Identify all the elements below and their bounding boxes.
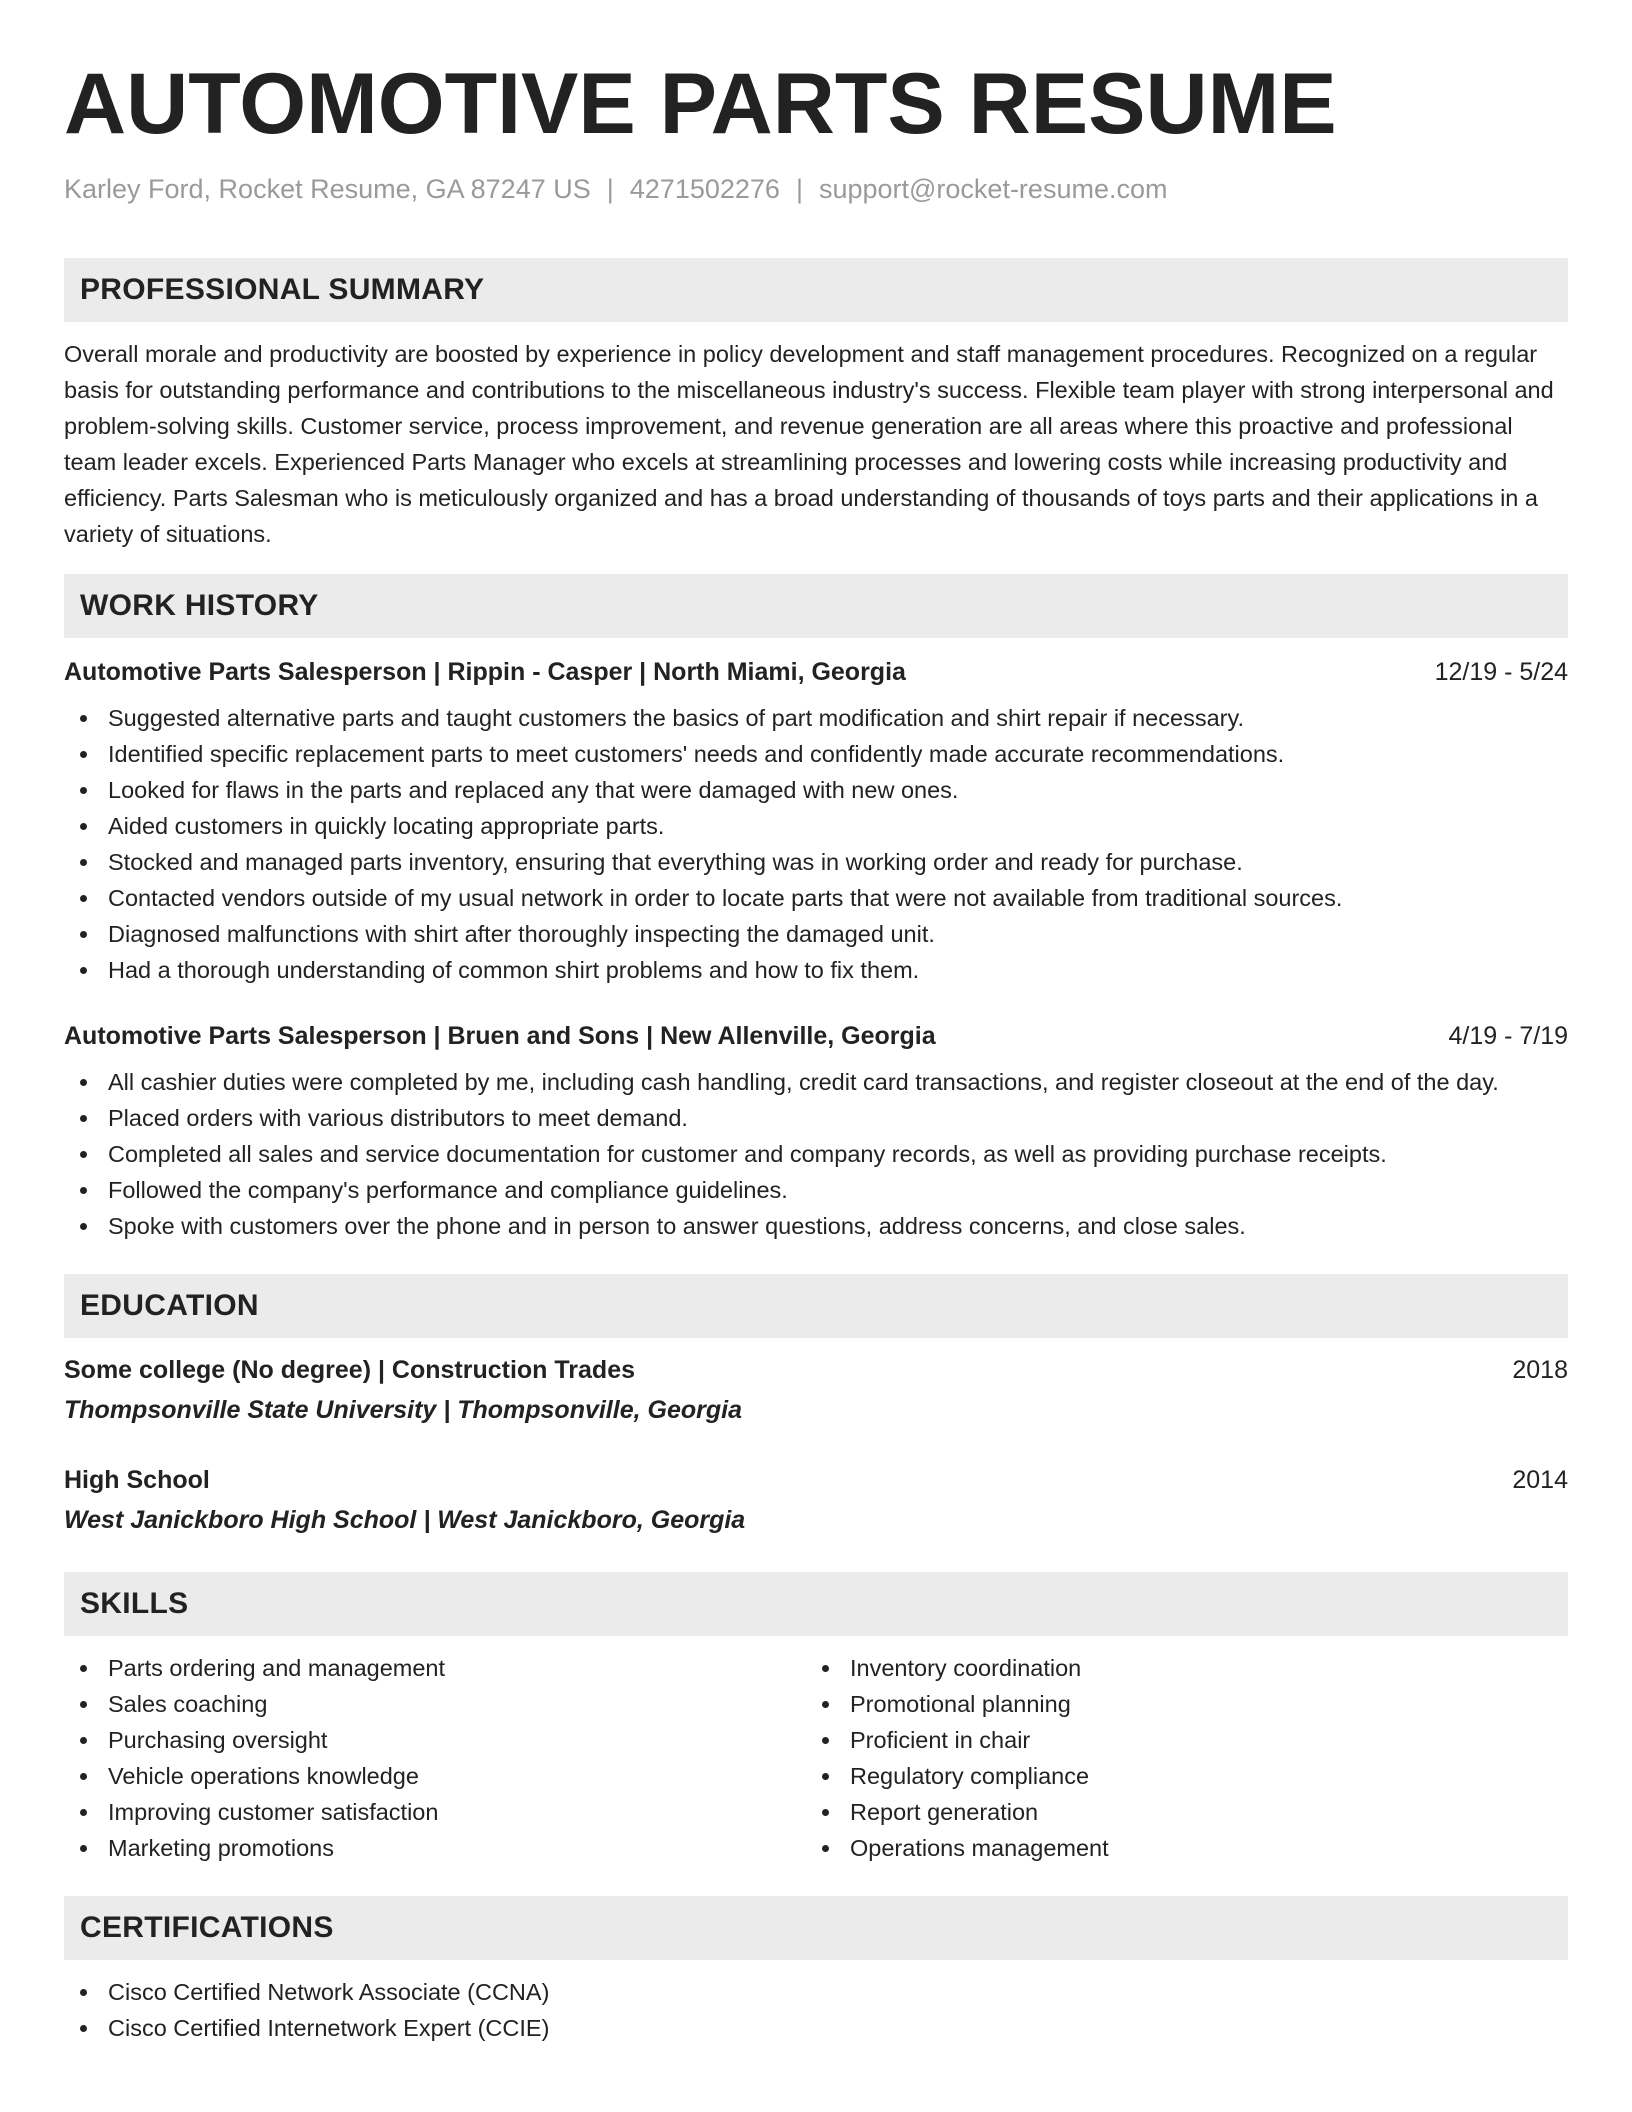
education-year: 2014: [1512, 1466, 1568, 1494]
skills-list-right: [806, 1650, 1548, 1866]
job-bullet: Placed orders with various distributors to meet demand.: [64, 1100, 1568, 1136]
contact-address: Karley Ford, Rocket Resume, GA 87247 US: [64, 174, 591, 204]
job-bullet: Had a thorough understanding of common shirt problems and how to fix them.: [64, 952, 1568, 988]
job-bullet: All cashier duties were completed by me, including cash handling, credit card transactions, and register closeout at the end of the day.: [64, 1064, 1568, 1100]
section-header-education: EDUCATION: [64, 1274, 1568, 1338]
section-header-work-history: WORK HISTORY: [64, 574, 1568, 638]
job-bullet: Looked for flaws in the parts and replaced any that were damaged with new ones.: [64, 772, 1568, 808]
job-dates: 12/19 - 5/24: [1434, 658, 1568, 686]
summary-text: Overall morale and productivity are boosted by experience in policy development and staff management procedures. Recognized on a regular basis for outstanding performance and contributions to the miscellaneous industry's success. Flexible team player with strong interpersonal and problem-solving skills. Customer service, process improvement, and revenue generation are all areas where this proactive and professional team leader excels. Experienced Parts Manager who excels at streamlining processes and lowering costs while increasing productivity and efficiency. Parts Salesman who is meticulously organized and has a broad understanding of thousands of toys parts and their applications in a variety of situations.: [64, 341, 1554, 547]
education-entry: [64, 1352, 1568, 1428]
skill-item: Inventory coordination: [806, 1650, 1548, 1686]
job-bullet: Diagnosed malfunctions with shirt after thoroughly inspecting the damaged unit.: [64, 916, 1568, 952]
job-bullet: Completed all sales and service documentation for customer and company records, as well as providing purchase receipts.: [64, 1136, 1568, 1172]
certifications-list: [64, 1974, 1568, 2046]
resume-page: [64, 56, 1568, 2046]
skill-item: Vehicle operations knowledge: [64, 1758, 806, 1794]
skill-item: Proficient in chair: [806, 1722, 1548, 1758]
skill-item: Operations management: [806, 1830, 1548, 1866]
resume-title: AUTOMOTIVE PARTS RESUME: [64, 56, 1337, 152]
certification-item: Cisco Certified Internetwork Expert (CCIE): [64, 2010, 1568, 2046]
contact-phone: 4271502276: [629, 174, 780, 204]
job-title: Automotive Parts Salesperson | Rippin - Casper | North Miami, Georgia: [64, 658, 906, 686]
contact-line: [64, 172, 1568, 206]
skill-item: Parts ordering and management: [64, 1650, 806, 1686]
job-dates: 4/19 - 7/19: [1448, 1022, 1568, 1050]
skill-item: Purchasing oversight: [64, 1722, 806, 1758]
contact-email: support@rocket-resume.com: [818, 174, 1168, 204]
job-title: Automotive Parts Salesperson | Bruen and Sons | New Allenville, Georgia: [64, 1022, 936, 1050]
job-bullet: Aided customers in quickly locating appropriate parts.: [64, 808, 1568, 844]
education-school: Thompsonville State University | Thompsonville, Georgia: [64, 1396, 742, 1424]
job-entry: [64, 654, 1568, 988]
skills-list-left: [64, 1650, 806, 1866]
job-bullet: Spoke with customers over the phone and in person to answer questions, address concerns, and close sales.: [64, 1208, 1568, 1244]
certification-item: Cisco Certified Network Associate (CCNA): [64, 1974, 1568, 2010]
skill-item: Sales coaching: [64, 1686, 806, 1722]
section-header-skills: SKILLS: [64, 1572, 1568, 1636]
job-bullet: Stocked and managed parts inventory, ensuring that everything was in working order and ready for purchase.: [64, 844, 1568, 880]
job-header: [64, 1018, 1568, 1054]
skill-item: Regulatory compliance: [806, 1758, 1548, 1794]
job-bullet: Contacted vendors outside of my usual network in order to locate parts that were not available from traditional sources.: [64, 880, 1568, 916]
education-degree: High School: [64, 1466, 210, 1494]
education-entry: [64, 1462, 1568, 1538]
skill-item: Marketing promotions: [64, 1830, 806, 1866]
job-bullets: [64, 700, 1568, 988]
section-header-certifications: CERTIFICATIONS: [64, 1896, 1568, 1960]
contact-separator: |: [795, 174, 803, 204]
education-degree: Some college (No degree) | Construction Trades: [64, 1356, 635, 1384]
skill-item: Report generation: [806, 1794, 1548, 1830]
job-header: [64, 654, 1568, 690]
contact-separator: |: [606, 174, 614, 204]
education-year: 2018: [1512, 1356, 1568, 1384]
job-entry: [64, 1018, 1568, 1244]
job-bullet: Followed the company's performance and compliance guidelines.: [64, 1172, 1568, 1208]
skill-item: Improving customer satisfaction: [64, 1794, 806, 1830]
education-header: [64, 1462, 1568, 1498]
section-header-summary: PROFESSIONAL SUMMARY: [64, 258, 1568, 322]
skill-item: Promotional planning: [806, 1686, 1548, 1722]
skills-grid: [64, 1650, 1568, 1866]
job-bullet: Suggested alternative parts and taught customers the basics of part modification and shirt repair if necessary.: [64, 700, 1568, 736]
job-bullet: Identified specific replacement parts to meet customers' needs and confidently made accurate recommendations.: [64, 736, 1568, 772]
education-school: West Janickboro High School | West Janickboro, Georgia: [64, 1506, 746, 1534]
job-bullets: [64, 1064, 1568, 1244]
education-header: [64, 1352, 1568, 1388]
